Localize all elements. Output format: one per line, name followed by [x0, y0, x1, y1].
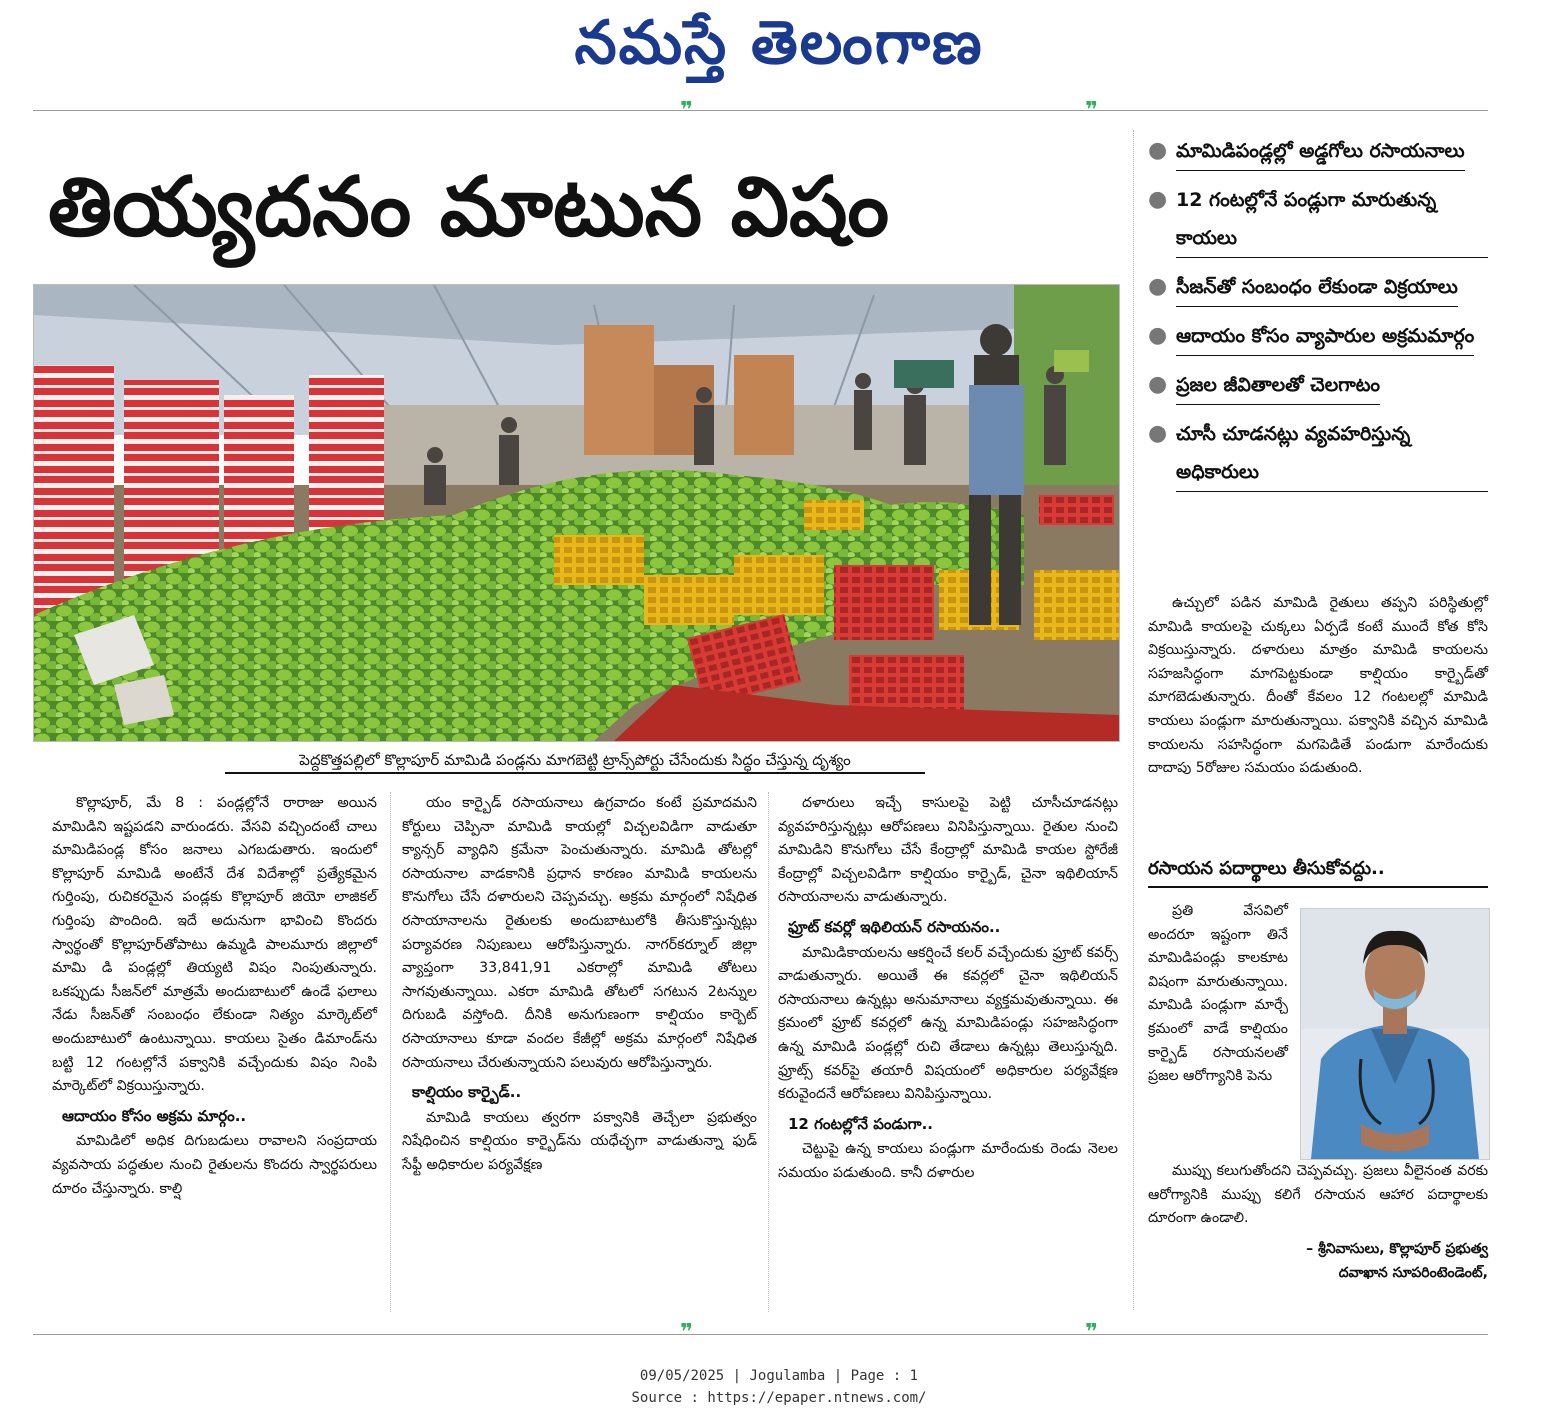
quote-column	[1148, 900, 1288, 1089]
highlights-list	[1148, 132, 1488, 502]
list-item	[1148, 181, 1488, 258]
bullet-dot-icon: ●	[1148, 323, 1168, 348]
subheading: ఆదాయం కోసం అక్రమ మార్గం..	[62, 1106, 247, 1125]
bullet-dot-icon: ●	[1148, 372, 1168, 397]
paragraph: మామిడికాయలను ఆకర్షించే కలర్ వచ్చేందుకు ఫ్రూట్ కవర్స్ వాడుతున్నారు. అయితే ఈ కవర్లలో చైనా ఇథిలియన్ రసాయనాలు ఉన్నట్లు అనుమానాలు వ్యక్తమవుతున్నాయి. ఈ క్రమంలో ఫ్రూట్ కవర్లలో ఉన్న మామిడిపండ్లు సహజసిద్ధంగా ఉన్న మామిడి పండ్లల్లో రుచి తేడాలు ఉన్నట్లు తెలుస్తున్నది. ఫ్రూట్స్ కవర్‌పై తయారీ విషయంలో అధికారుల పర్యవేక్షణ కరువైందనే ఆరోపణలు వినిపిస్తున్నాయి.	[778, 944, 1118, 1103]
highlight-text: 12 గంటల్లోనే పండ్లుగా మారుతున్న కాయలు	[1176, 181, 1488, 258]
footer-date-edition: 09/05/2025 | Jogulamba | Page : 1	[639, 1368, 919, 1384]
bullet-dot-icon: ●	[1148, 274, 1168, 299]
article-column-1	[52, 792, 377, 1201]
footer-source: Source : https://epaper.ntnews.com/	[631, 1390, 927, 1406]
paragraph: ప్రతి వేసవిలో అందరూ ఇష్టంగా తినే మామిడిపండ్లు కాలకూట విషంగా మారుతున్నాయి. మామిడి పండ్లుగా మార్చే క్రమంలో వాడే కాల్షియం కార్బైడ్ రసాయనలతో ప్రజల ఆరోగ్యానికి పెను	[1148, 903, 1288, 1085]
paragraph: కొల్లాపూర్, మే 8 : పండ్లల్లోనే రారాజు అయిన మామిడిని ఇష్టపడని వారుండరు. వేసవి వచ్చిందంటే చాలు మామిడిపండ్ల కోసం జనాలు ఎగబడుతారు. ఇందులో కొల్లాపూర్ మామిడి అంటేనే దేశ విదేశాల్లో ప్రత్యేకమైన గుర్తింపు, రుచికరమైన పండ్లకు కొల్లాపూర్ జియో లాజికల్ గుర్తింపు పొందింది. ఇదే అదునుగా భావించి కొందరు స్వార్థంతో కొల్లాపూర్‌తోపాటు ఉమ్మడి పాలమూరు జిల్లాలో మామి డి పండ్లల్లో తియ్యటి విషం నింపుతున్నారు. ఒకప్పుడు సీజన్‌లో మాత్రమే అందుబాటులో ఉండే ఫలాలు నేడు సీజన్‌తో సంబంధం లేకుండా నిత్యం మార్కెట్‌లో అందుబాటులో ఉంటున్నాయి. కాయలు సైతం డిమాండ్‌ను బట్టి 12 గంటల్లోనే పక్వానికి వచ్చేందుకు విషం నింపి మార్కెట్‌లో విక్రయిస్తున్నారు.	[52, 795, 377, 1095]
column-divider	[1133, 130, 1134, 1310]
highlight-text: సీజన్‌తో సంబంధం లేకుండా విక్రయాలు	[1176, 268, 1458, 307]
paragraph: మామిడిలో అధిక దిగుబడులు రావాలని సంప్రదాయ వ్యవసాయ పద్ధతుల నుంచి రైతులను కొందరు స్వార్థపరులు దూరం చేస్తున్నారు. కాల్షి	[52, 1133, 377, 1197]
article-column-3	[778, 792, 1118, 1186]
paragraph: యం కార్బైడ్ రసాయనాలు ఉగ్రవాదం కంటే ప్రమాదమని కోర్టులు చెప్పినా మామిడి కాయల్లో విచ్చలవిడిగా వాడుతూ క్యాన్సర్ వ్యాధిని క్రమేనా పెంచుతున్నారు. మామిడి తోటల్లో రసాయనాల వాడకానికి ప్రధాన కారణం మామిడి కాయలను కొనుగోలు చేసే దళారులని చెప్పవచ్చు. అక్రమ మార్గంలో నిషేధిత రసాయానాలను రైతులకు అందుబాటులోకి తీసుకొస్తున్నట్లు పర్యావరణ నిపుణులు ఆరోపిస్తున్నారు. నాగర్‌కర్నూల్ జిల్లా వ్యాప్తంగా 33,841,91 ఎకరాల్లో మామిడి తోటలు సాగవుతున్నాయి. ఎకరా మామిడి తోటలో సగటున 2టన్నుల దిగుబడి వస్తోంది. దీనికి అనుగుణంగా కాల్షియం కార్బెట్ రసాయానాలు కూడా వందల కేజీల్లో అక్రమ మార్గంలో నిషేధిత రసాయనాలు చేరుతున్నాయని పలువురు ఆరోపిస్తున్నారు.	[402, 795, 757, 1071]
quote-mark-icon: ❞	[680, 1320, 693, 1345]
quote-mark-icon: ❞	[680, 98, 693, 123]
bullet-dot-icon: ●	[1148, 421, 1168, 446]
quote-mark-icon: ❞	[1085, 98, 1098, 123]
bottom-rule	[33, 1334, 1488, 1335]
list-item	[1148, 415, 1488, 492]
bullet-dot-icon: ●	[1148, 138, 1168, 163]
paragraph: చెట్టుపై ఉన్న కాయలు పండ్లుగా మారేందుకు రెండు నెలల సమయం పడుతుంది. కానీ దళారుల	[778, 1141, 1118, 1181]
mango-market-photo	[33, 284, 1120, 742]
column-divider	[390, 792, 391, 1312]
article-column-4	[1148, 592, 1488, 781]
highlight-text: ప్రజల జీవితాలతో చెలగాటం	[1176, 366, 1380, 405]
attribution-line: – శ్రీనివాసులు, కొల్లాపూర్ ప్రభుత్వ	[1306, 1240, 1488, 1257]
quote-continuation	[1148, 1160, 1488, 1285]
highlight-text: చూసీ చూడనట్లు వ్యవహరిస్తున్న అధికారులు	[1176, 415, 1488, 492]
photo-caption: పెద్దకొత్తపల్లిలో కొల్లాపూర్ మామిడి పండ్లను మాగబెట్టి ట్రాన్స్‌పోర్టు చేసేందుకు సిద్ధం చేస్తున్న దృశ్యం	[225, 748, 925, 774]
paragraph: మామిడి కాయలు త్వరగా పక్వానికి తెచ్చేలా ప్రభుత్వం నిషేధించిన కాల్షియం కార్బైడ్‌ను యధేచ్ఛగా వాడుతున్నా ఫుడ్ సేఫ్టీ అధికారుల పర్యవేక్షణ	[402, 1109, 757, 1173]
doctor-portrait-photo	[1300, 908, 1490, 1160]
subheading: కాల్షియం కార్బైడ్..	[412, 1083, 522, 1102]
attribution-line: దవాఖాన సూపరింటెండెంట్,	[1338, 1264, 1488, 1281]
highlight-text: మామిడిపండ్లల్లో అడ్డగోలు రసాయనాలు	[1176, 132, 1465, 171]
bullet-dot-icon: ●	[1148, 187, 1168, 212]
list-item	[1148, 132, 1488, 171]
headline: తియ్యదనం మాటున విషం	[48, 160, 890, 255]
list-item	[1148, 366, 1488, 405]
column-divider	[768, 792, 769, 1312]
top-rule	[33, 110, 1488, 111]
highlight-text: ఆదాయం కోసం వ్యాపారుల అక్రమమార్గం	[1176, 317, 1474, 356]
list-item	[1148, 317, 1488, 356]
list-item	[1148, 268, 1488, 307]
article-column-2	[402, 792, 757, 1178]
masthead-logo: నమస్తే తెలంగాణ	[574, 8, 984, 78]
paragraph: ఉచ్చులో పడిన మామిడి రైతులు తప్పని పరిస్థితుల్లో మామిడి కాయలపై చుక్కలు ఏర్పడే కంటే ముందే కోత కోసి విక్రయిస్తున్నారు. దళారులు మాత్రం మామిడి కాయలను సహజసిద్ధంగా మాగపెట్టకుండా కాల్షియం కార్బైడ్‌తో మాగబెడుతున్నారు. దీంతో కేవలం 12 గంటలల్లో మామిడి కాయలు పండ్లుగా మారుతున్నాయి. పక్వానికి వచ్చిన మామిడి కాయలను సహసిద్ధంగా మగపెడితే పండుగా మారేందుకు దాదాపు 5రోజుల సమయం పడుతుంది.	[1148, 595, 1488, 777]
paragraph: ముప్పు కలుగుతోందని చెప్పవచ్చు. ప్రజలు వీలైనంత వరకు ఆరోగ్యానికి ముప్పు కలిగే రసాయన ఆహార పదార్థాలకు దూరంగా ఉండాలి.	[1148, 1163, 1488, 1227]
subheading: 12 గంటల్లోనే పండుగా..	[788, 1114, 933, 1133]
subheading: ఫ్రూట్ కవర్లో ఇథిలియన్ రసాయనం..	[788, 917, 1001, 936]
paragraph: దళారులు ఇచ్చే కాసులపై పెట్టి చూసీచూడనట్లు వ్యవహరిస్తున్నట్లు ఆరోపణలు వినిపిస్తున్నాయి. రైతుల నుంచి మామిడిని కొనుగోలు చేసే కేంద్రాల్లో మామిడి కాయల స్టోరేజీ కేంద్రాల్లో విచ్చలవిడిగా కాల్షియం కార్బైడ్, చైనా ఇథిలియాన్ రసాయనాలను వాడుతున్నారు.	[778, 795, 1118, 906]
quote-mark-icon: ❞	[1085, 1320, 1098, 1345]
boxed-subheading: రసాయన పదార్థాలు తీసుకోవద్దు..	[1148, 852, 1488, 888]
